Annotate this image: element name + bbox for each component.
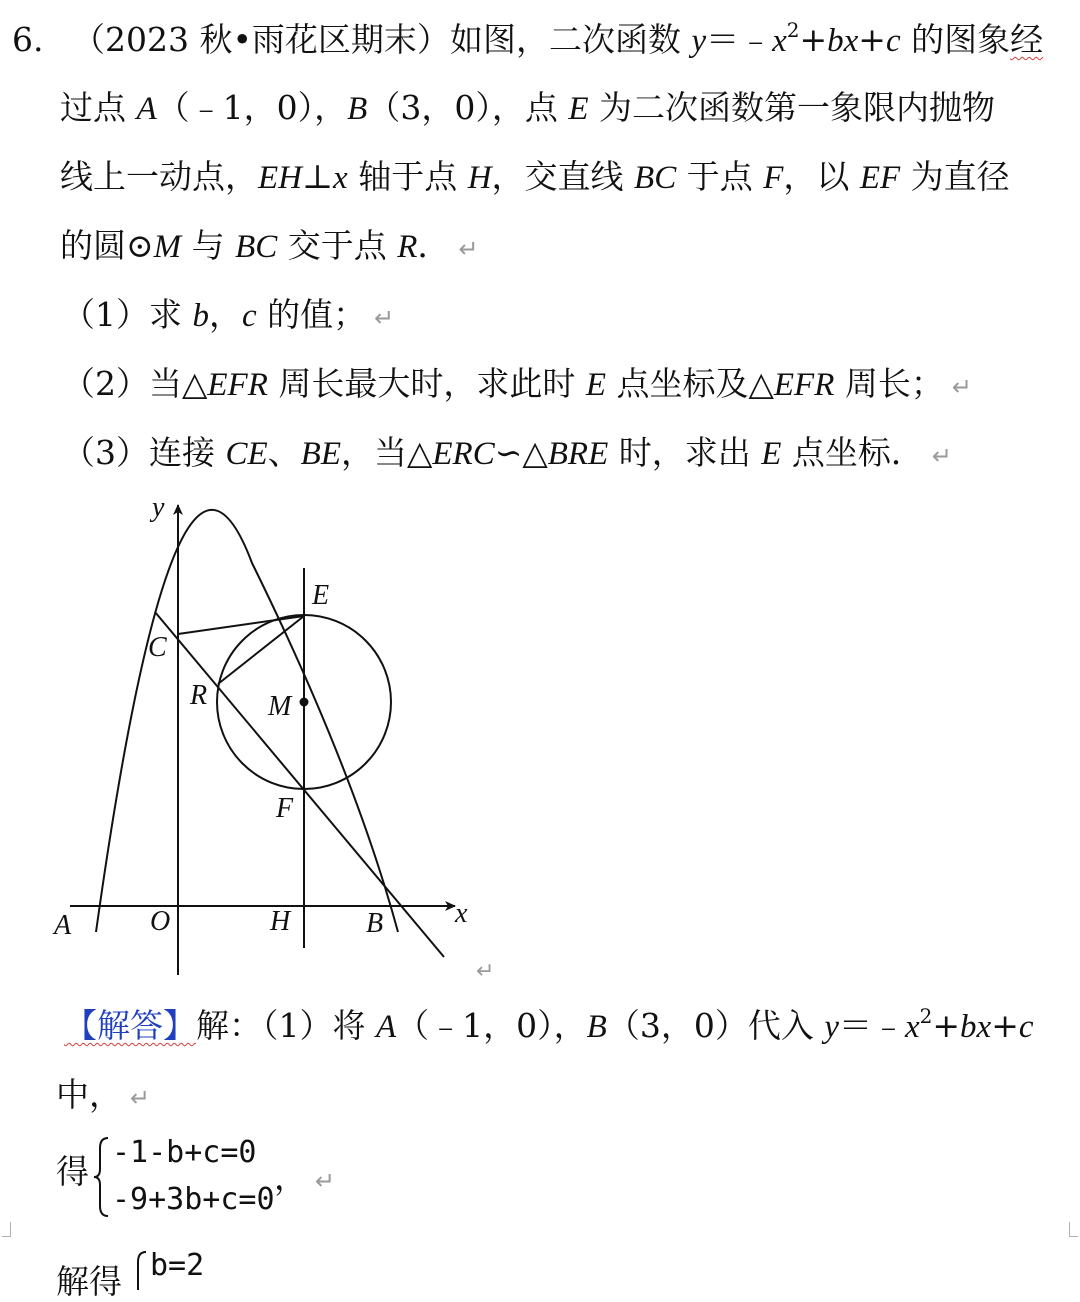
question-1: （1）求 b，c 的值； ↵ xyxy=(62,295,395,334)
label-h: H xyxy=(270,906,291,937)
label-m: M xyxy=(268,691,292,722)
question-2: （2）当△EFR 周长最大时，求此时 E 点坐标及△EFR 周长； ↵ xyxy=(62,364,972,403)
system-comma: ， ↵ xyxy=(274,1158,336,1197)
problem-line-3: 线上一动点，EH⊥x 轴于点 H，交直线 BC 于点 F，以 EF 为直径 xyxy=(60,157,1010,196)
label-x: x xyxy=(455,898,468,929)
label-e: E xyxy=(312,580,330,611)
figure-paragraph-mark: ↵ xyxy=(476,959,495,984)
solution-line-2: 中， ↵ xyxy=(56,1075,151,1114)
problem-line-1: 6. （2023 秋•雨花区期末）如图，二次函数 $y=﹣x^2+bx+c$ 的图象经 xyxy=(12,18,1044,59)
label-y: y xyxy=(152,492,165,523)
result-brace xyxy=(132,1250,148,1290)
solution-de: 得 xyxy=(56,1152,89,1191)
question-3: （3）连接 CE、BE，当△ERC∽△BRE 时，求出 E 点坐标． ↵ xyxy=(62,433,952,472)
answer-tag: 【解答】 xyxy=(64,1006,196,1045)
problem-number: 6. xyxy=(12,20,44,59)
page-corner-mark-right xyxy=(1069,1222,1078,1237)
problem-line-2: 过点 A（﹣1，0），B（3，0），点 E 为二次函数第一象限内抛物 xyxy=(60,88,995,127)
problem-line-4: 的圆⊙M 与 BC 交于点 R． ↵ xyxy=(60,226,479,265)
geometry-figure xyxy=(40,490,510,990)
paragraph-mark: ↵ xyxy=(931,442,952,470)
paragraph-mark: ↵ xyxy=(951,373,972,401)
paragraph-mark: ↵ xyxy=(374,304,395,332)
label-b: B xyxy=(366,908,384,939)
label-o: O xyxy=(150,906,171,937)
solution-jiede: 解得 xyxy=(56,1262,122,1301)
label-f: F xyxy=(276,793,294,824)
equation-2: -9+3b+c=0 xyxy=(112,1182,275,1217)
paragraph-mark: ↵ xyxy=(315,1167,336,1195)
paragraph-mark: ↵ xyxy=(130,1084,151,1112)
label-r: R xyxy=(190,680,208,711)
equation-1: -1-b+c=0 xyxy=(112,1135,257,1170)
solution-line-1: 【解答】解：（1）将 A（﹣1，0），B（3，0）代入 $y=﹣x^2+bx+c$ xyxy=(64,1004,1034,1045)
paragraph-mark: ↵ xyxy=(458,235,479,263)
page-corner-mark-left xyxy=(2,1222,11,1237)
system-brace xyxy=(92,1136,112,1218)
center-point-m xyxy=(300,698,309,707)
label-c: C xyxy=(148,632,167,663)
label-a: A xyxy=(54,910,72,941)
problem-source: （2023 秋•雨花区期末） xyxy=(72,20,450,59)
result-1: b=2 xyxy=(150,1248,205,1283)
